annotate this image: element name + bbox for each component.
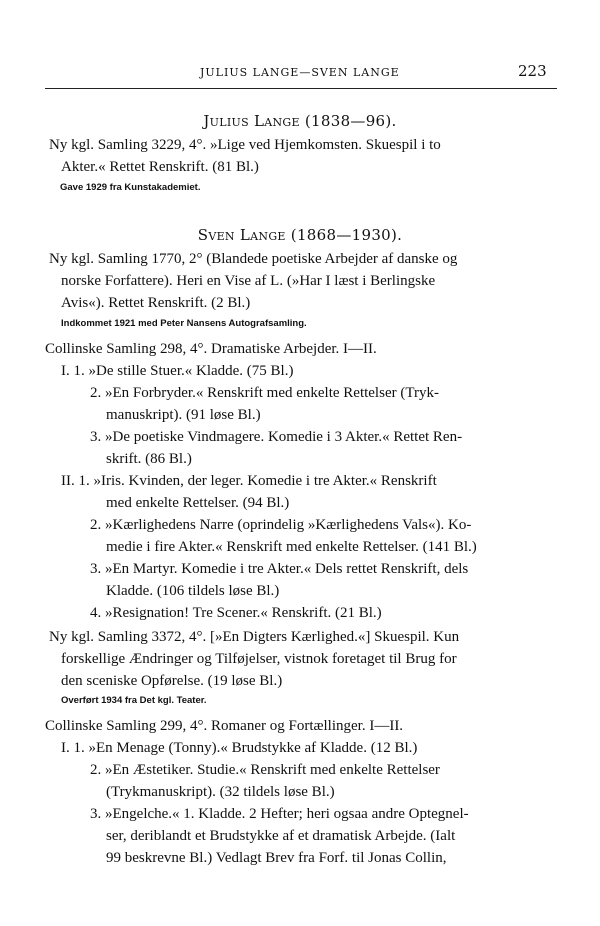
- entry-line: 3. »En Martyr. Komedie i tre Akter.« Dels rettet Renskrift, dels: [90, 561, 469, 577]
- entry-line: medie i fire Akter.« Renskrift med enkelte Rettelser. (141 Bl.): [106, 539, 477, 555]
- entry-line: Collinske Samling 299, 4°. Romaner og Fortællinger. I—II.: [45, 718, 404, 734]
- entry-line: skrift. (86 Bl.): [106, 451, 192, 467]
- section-heading-julius-lange: Julius Lange (1838—96).: [203, 112, 397, 130]
- entry-line: Ny kgl. Samling 3372, 4°. [»En Digters Kærlighed.«] Skuespil. Kun: [49, 629, 460, 645]
- entry-line: 2. »En Forbryder.« Renskrift med enkelte Rettelser (Tryk-: [90, 385, 439, 401]
- entry-line: norske Forfattere). Heri en Vise af L. (»Har I læst i Berlingske: [61, 273, 436, 289]
- header-rule: [45, 88, 557, 89]
- running-head: [0, 64, 600, 88]
- entry-line: Ny kgl. Samling 3229, 4°. »Lige ved Hjemkomsten. Skuespil i to: [49, 137, 441, 153]
- entry-line: forskellige Ændringer og Tilføjelser, vistnok foretaget til Brug for: [61, 651, 457, 667]
- entry-line: 3. »Engelche.« 1. Kladde. 2 Hefter; heri ogsaa andre Optegnel-: [90, 806, 469, 822]
- entry-line: Collinske Samling 298, 4°. Dramatiske Arbejder. I—II.: [45, 341, 377, 357]
- running-head-title: JULIUS LANGE—SVEN LANGE: [200, 66, 400, 79]
- entry-line: Kladde. (106 tildels løse Bl.): [106, 583, 280, 599]
- entry-line: 2. »En Æstetiker. Studie.« Renskrift med enkelte Rettelser: [90, 762, 440, 778]
- section-heading-sven-lange: Sven Lange (1868—1930).: [197, 226, 403, 244]
- provenance-note: Overført 1934 fra Det kgl. Teater.: [61, 695, 207, 706]
- provenance-note: Gave 1929 fra Kunstakademiet.: [60, 182, 201, 193]
- entry-line: Akter.« Rettet Renskrift. (81 Bl.): [61, 159, 259, 175]
- entry-line: (Trykmanuskript). (32 tildels løse Bl.): [106, 784, 335, 800]
- entry-line: Ny kgl. Samling 1770, 2° (Blandede poetiske Arbejder af danske og: [49, 251, 458, 267]
- entry-line: 99 beskrevne Bl.) Vedlagt Brev fra Forf. til Jonas Collin,: [106, 850, 447, 866]
- entry-line: 4. »Resignation! Tre Scener.« Renskrift. (21 Bl.): [90, 605, 382, 621]
- entry-line: II. 1. »Iris. Kvinden, der leger. Komedie i tre Akter.« Renskrift: [61, 473, 437, 489]
- entry-line: 2. »Kærlighedens Narre (oprindelig »Kærlighedens Vals«). Ko-: [90, 517, 472, 533]
- entry-line: manuskript). (91 løse Bl.): [106, 407, 261, 423]
- entry-line: I. 1. »En Menage (Tonny).« Brudstykke af Kladde. (12 Bl.): [61, 740, 418, 756]
- entry-line: den sceniske Opførelse. (19 løse Bl.): [61, 673, 283, 689]
- entry-line: Avis«). Rettet Renskrift. (2 Bl.): [61, 295, 251, 311]
- provenance-note: Indkommet 1921 med Peter Nansens Autografsamling.: [61, 318, 307, 329]
- page-number: 223: [518, 62, 547, 80]
- entry-line: 3. »De poetiske Vindmagere. Komedie i 3 Akter.« Rettet Ren-: [90, 429, 463, 445]
- entry-line: ser, deriblandt et Brudstykke af et dramatisk Arbejde. (Ialt: [106, 828, 456, 844]
- entry-line: I. 1. »De stille Stuer.« Kladde. (75 Bl.): [61, 363, 294, 379]
- entry-line: med enkelte Rettelser. (94 Bl.): [106, 495, 290, 511]
